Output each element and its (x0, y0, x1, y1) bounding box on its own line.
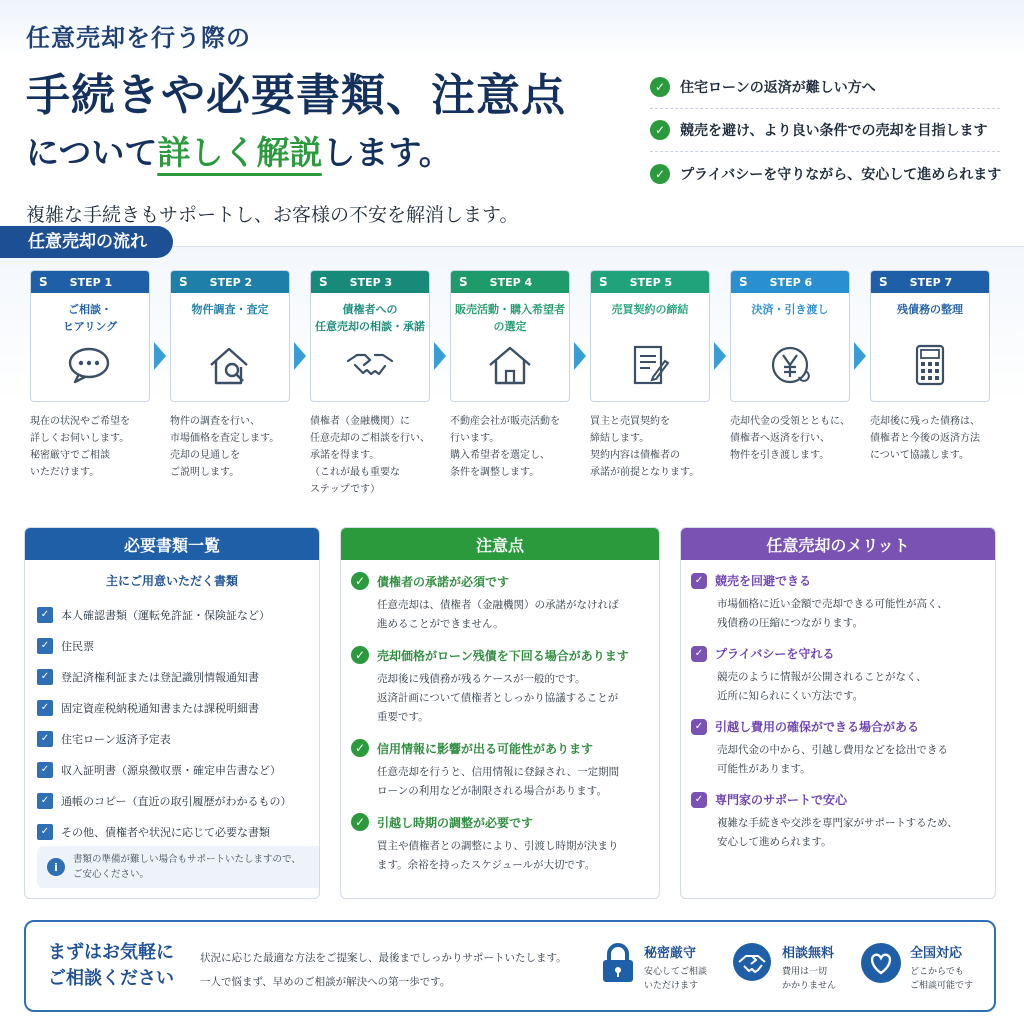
contact-title: まずはお気軽に ご相談ください (48, 942, 174, 989)
check-square-icon: ✓ (691, 719, 707, 735)
cautions-item-title: 引越し時期の調整が必要です (377, 815, 534, 830)
step-label: STEP 5 (629, 275, 673, 289)
badge-text: どこからでも ご相談可能です (910, 967, 974, 991)
step-title: 決済・引き渡し (751, 303, 829, 316)
badge-text: 安心してご相談 いただけます (644, 967, 708, 991)
step-arrow-icon (434, 342, 446, 370)
yen-icon (731, 343, 849, 387)
check-circle-icon: ✓ (351, 739, 369, 757)
step-header (731, 271, 849, 293)
cautions-item-title-row (351, 813, 659, 831)
hero-pre-title: 任意売却を行う際の (26, 24, 251, 52)
cautions-item-body: 任意売却を行うと、信用情報に登録され、一定期間 ローンの利用などが制限される場合があります。 (377, 766, 620, 797)
step-arrow-icon (294, 342, 306, 370)
feature-item (650, 66, 1000, 109)
step-description: 売却代金の受領とともに、 債権者へ返済を行い、 物件を引き渡します。 (730, 416, 850, 461)
contact-banner (24, 920, 996, 1012)
checkbox-checked-icon: ✓ (37, 793, 53, 809)
badge-text: 費用は一切 かかりません (782, 967, 837, 991)
merits-item-title: プライバシーを守れる (715, 647, 835, 661)
step-s-mark: S (459, 275, 468, 289)
step-label: STEP 4 (489, 275, 533, 289)
check-square-icon: ✓ (691, 646, 707, 662)
hero (26, 18, 646, 227)
step-header (31, 271, 149, 293)
cautions-item-body: 買主や債権者との調整により、引渡し時期が決まり ます。余裕を持ったスケジュールが大切です。 (377, 840, 619, 871)
document-item (37, 692, 319, 723)
badge-title: 相談無料 (782, 946, 835, 961)
merits-item-body: 複雑な手続きや交渉を専門家がサポートするため、 安心して進められます。 (717, 817, 958, 848)
check-circle-icon: ✓ (351, 813, 369, 831)
contract-icon (591, 343, 709, 387)
step-description: 買主と売買契約を 締結します。 契約内容は債権者の 承諾が前提となります。 (590, 416, 700, 478)
step-card (450, 270, 570, 402)
checkbox-checked-icon: ✓ (37, 607, 53, 623)
check-circle-icon: ✓ (650, 164, 670, 184)
cautions-item-title-row (351, 646, 659, 664)
merits-item-body: 売却代金の中から、引越し費用などを捻出できる 可能性があります。 (717, 744, 948, 775)
documents-panel (24, 527, 320, 899)
cautions-list (351, 572, 659, 875)
cautions-item-title-row (351, 739, 659, 757)
cautions-item-title-row (351, 572, 659, 590)
cautions-item (351, 572, 659, 634)
documents-list (37, 599, 319, 847)
checkbox-checked-icon: ✓ (37, 824, 53, 840)
documents-note-text: 書類の準備が難しい場合もサポートいたしますので、 ご安心ください。 (73, 854, 301, 880)
feature-label: プライバシーを守りながら、安心して進められます (680, 166, 1002, 183)
hero-subtitle: 複雑な手続きもサポートし、お客様の不安を解消します。 (26, 204, 519, 226)
step-description: 不動産会社が販売活動を 行います。 購入希望者を選定し、 条件を調整します。 (450, 416, 560, 478)
step-card (310, 270, 430, 402)
checkbox-checked-icon: ✓ (37, 762, 53, 778)
step-arrow-icon (154, 342, 166, 370)
merits-item-title: 競売を回避できる (715, 574, 812, 588)
step-title: 売買契約の締結 (611, 303, 689, 316)
step-header (311, 271, 429, 293)
checkbox-checked-icon: ✓ (37, 669, 53, 685)
hero-line3-prefix: について (26, 133, 158, 172)
document-item (37, 754, 319, 785)
handshake-icon (730, 942, 774, 982)
badge-confidential (600, 942, 707, 993)
cautions-item-body: 売却後に残債務が残るケースが一般的です。 返済計画について債権者としっかり協議することが 重要です。 (377, 673, 619, 723)
step-card (170, 270, 290, 402)
step-label: STEP 7 (909, 275, 953, 289)
merits-item-title-row (691, 572, 995, 589)
step-label: STEP 2 (209, 275, 253, 289)
document-label: 通帳のコピー（直近の取引履歴がわかるもの） (61, 794, 292, 808)
step-card (30, 270, 150, 402)
document-label: 登記済権利証または登記識別情報通知書 (61, 670, 259, 684)
documents-note (37, 846, 320, 888)
step-title: 販売活動・購入希望者 の選定 (455, 303, 565, 333)
merits-item-body: 市場価格に近い金額で売却できる可能性が高く、 残債務の圧縮につながります。 (717, 598, 948, 629)
document-item (37, 785, 319, 816)
merits-item (691, 791, 995, 852)
step-s-mark: S (179, 275, 188, 289)
merits-item (691, 572, 995, 633)
document-item (37, 599, 319, 630)
check-circle-icon: ✓ (351, 572, 369, 590)
document-label: 固定資産税納税通知書または課税明細書 (61, 701, 259, 715)
cautions-item-title: 信用情報に影響が出る可能性があります (377, 741, 594, 756)
hero-line3 (26, 127, 646, 174)
feature-label: 競売を避け、より良い条件での売却を目指します (680, 123, 988, 139)
step-description: 債権者（金融機関）に 任意売却のご相談を行い、 承諾を得ます。 （これが最も重要な ステップです） (310, 416, 430, 495)
merits-panel-title: 任意売却のメリット (681, 528, 995, 560)
merits-item-title: 引越し費用の確保ができる場合がある (715, 720, 920, 734)
step-card (870, 270, 990, 402)
documents-panel-title: 必要書類一覧 (25, 528, 319, 560)
merits-list (691, 572, 995, 852)
page-title: 手続きや必要書類、注意点 (26, 70, 566, 121)
feature-item (650, 152, 1000, 195)
cautions-item-body: 任意売却は、債権者（金融機関）の承諾がなければ 進めることができません。 (377, 599, 619, 630)
document-label: 住宅ローン返済予定表 (61, 732, 171, 746)
step-label: STEP 6 (769, 275, 813, 289)
check-circle-icon: ✓ (650, 77, 670, 97)
step-header (451, 271, 569, 293)
lock-icon (600, 942, 636, 984)
house-icon (451, 343, 569, 387)
handshake-icon (311, 343, 429, 387)
document-item (37, 816, 319, 847)
step-s-mark: S (319, 275, 328, 289)
check-circle-icon: ✓ (351, 646, 369, 664)
badge-free (730, 942, 836, 993)
checkbox-checked-icon: ✓ (37, 731, 53, 747)
step-label: STEP 3 (349, 275, 393, 289)
step-arrow-icon (714, 342, 726, 370)
badge-nationwide (860, 942, 973, 993)
check-circle-icon: ✓ (650, 120, 670, 140)
merits-item-title: 専門家のサポートで安心 (715, 793, 848, 807)
badge-title: 秘密厳守 (644, 946, 697, 961)
flow-title: 任意売却の流れ (0, 226, 173, 258)
document-item (37, 661, 319, 692)
step-label: STEP 1 (69, 275, 113, 289)
step-s-mark: S (39, 275, 48, 289)
step-title: 債権者への 任意売却の相談・承諾 (315, 303, 425, 333)
document-label: その他、債権者や状況に応じて必要な書類 (61, 825, 270, 839)
contact-text: 状況に応じた最適な方法をご提案し、最後までしっかりサポートいたします。 一人で悩まず、早めのご相談が解決への第一歩です。 (200, 952, 567, 988)
flow-steps (30, 270, 1000, 495)
merits-item-title-row (691, 718, 995, 735)
document-label: 本人確認書類（運転免許証・保険証など） (61, 608, 270, 622)
step-card (730, 270, 850, 402)
merits-item (691, 645, 995, 706)
step-header (871, 271, 989, 293)
info-icon: i (47, 858, 65, 876)
hero-line3-accent: 詳しく解説 (157, 133, 323, 172)
cautions-panel (340, 527, 660, 899)
merits-item-title-row (691, 791, 995, 808)
cautions-item (351, 739, 659, 801)
cautions-panel-title: 注意点 (341, 528, 659, 560)
merits-item (691, 718, 995, 779)
feature-item (650, 109, 1000, 152)
feature-checklist (650, 66, 1000, 195)
check-square-icon: ✓ (691, 573, 707, 589)
cautions-item (351, 813, 659, 875)
merits-item-body: 競売のように情報が公開されることがなく、 近所に知られにくい方法です。 (717, 671, 927, 702)
step-header (591, 271, 709, 293)
step-arrow-icon (854, 342, 866, 370)
step-s-mark: S (599, 275, 608, 289)
heart-map-icon (860, 942, 902, 984)
document-label: 収入証明書（源泉徴収票・確定申告書など） (61, 763, 281, 777)
merits-panel (680, 527, 996, 899)
hero-line3-suffix: します。 (322, 133, 452, 172)
step-card (590, 270, 710, 402)
step-description: 売却後に残った債務は、 債権者と今後の返済方法 について協議します。 (870, 416, 980, 461)
step-title: ご相談・ ヒアリング (62, 303, 118, 333)
step-s-mark: S (879, 275, 888, 289)
step-description: 物件の調査を行い、 市場価格を査定します。 売却の見通しを ご説明します。 (170, 416, 280, 478)
cautions-item (351, 646, 659, 727)
step-description: 現在の状況やご希望を 詳しくお伺いします。 秘密厳守でご相談 いただけます。 (30, 416, 130, 478)
feature-label: 住宅ローンの返済が難しい方へ (680, 80, 876, 96)
step-arrow-icon (574, 342, 586, 370)
document-item (37, 630, 319, 661)
house-search-icon (171, 343, 289, 387)
calculator-icon (871, 343, 989, 387)
documents-subtitle: 主にご用意いただく書類 (105, 574, 238, 588)
step-s-mark: S (739, 275, 748, 289)
step-title: 残債務の整理 (897, 303, 963, 316)
chat-icon (31, 343, 149, 387)
badge-title: 全国対応 (910, 946, 963, 961)
step-header (171, 271, 289, 293)
checkbox-checked-icon: ✓ (37, 638, 53, 654)
merits-item-title-row (691, 645, 995, 662)
cautions-item-title: 債権者の承諾が必須です (377, 574, 510, 589)
step-title: 物件調査・査定 (191, 303, 269, 316)
check-square-icon: ✓ (691, 792, 707, 808)
document-item (37, 723, 319, 754)
cautions-item-title: 売却価格がローン残債を下回る場合があります (377, 648, 629, 663)
checkbox-checked-icon: ✓ (37, 700, 53, 716)
document-label: 住民票 (61, 639, 94, 653)
